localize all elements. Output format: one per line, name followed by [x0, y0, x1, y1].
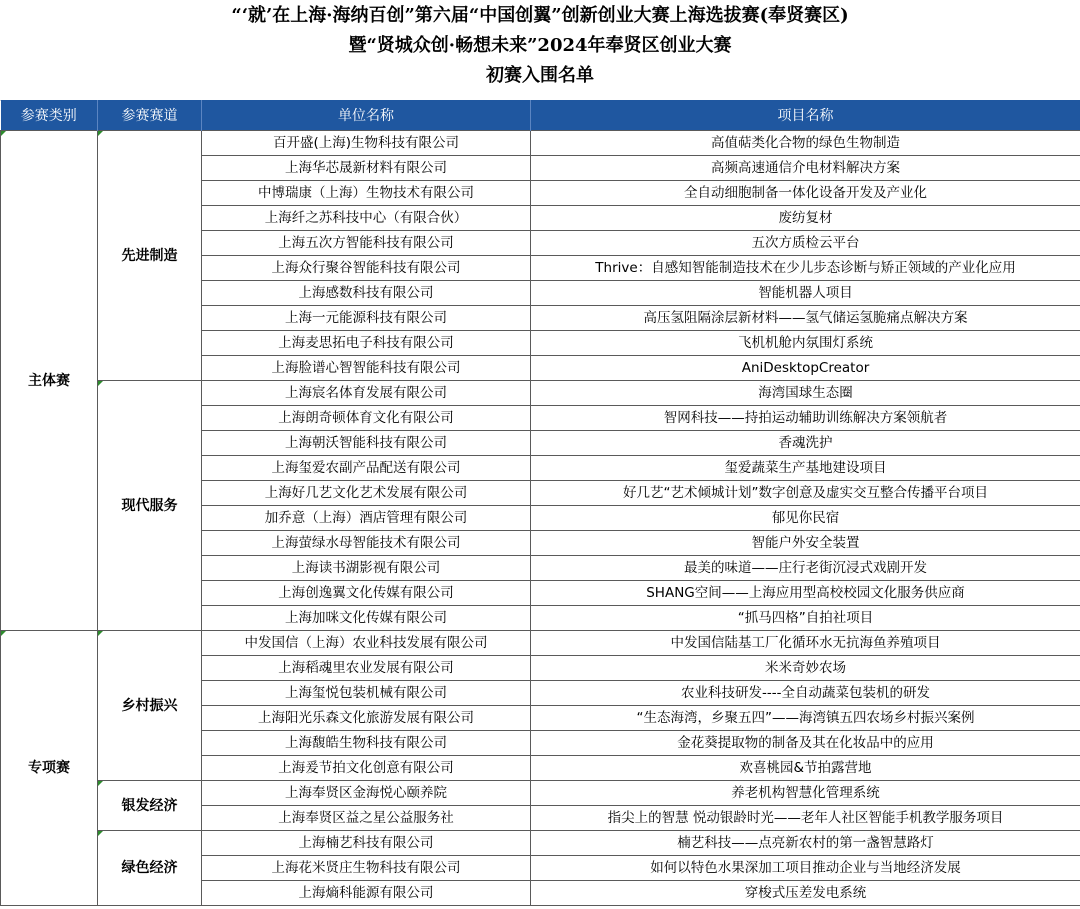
- unit-name-cell: 上海纤之苏科技中心（有限合伙）: [202, 206, 531, 231]
- project-name-cell: 高压氢阻隔涂层新材料——氢气储运氢脆痛点解决方案: [531, 306, 1080, 331]
- project-name-cell: 金花葵提取物的制备及其在化妆品中的应用: [531, 731, 1080, 756]
- document-title: [0, 0, 1080, 101]
- unit-name-cell: 上海麦思拓电子科技有限公司: [202, 331, 531, 356]
- project-name-cell: 高频高速通信介电材料解决方案: [531, 156, 1080, 181]
- project-name-cell: 米米奇妙农场: [531, 656, 1080, 681]
- unit-name-cell: 加乔意（上海）酒店管理有限公司: [202, 506, 531, 531]
- project-name-cell: 最美的味道——庄行老街沉浸式戏剧开发: [531, 556, 1080, 581]
- unit-name-cell: 上海朝沃智能科技有限公司: [202, 431, 531, 456]
- project-name-cell: 好几艺“艺术倾城计划”数字创意及虚实交互整合传播平台项目: [531, 481, 1080, 506]
- track-cell: 乡村振兴: [98, 631, 202, 781]
- project-name-cell: 玺爱蔬菜生产基地建设项目: [531, 456, 1080, 481]
- category-cell: 主体赛: [1, 131, 98, 631]
- header-track: 参赛赛道: [98, 100, 202, 131]
- project-name-cell: SHANG空间——上海应用型高校校园文化服务供应商: [531, 581, 1080, 606]
- project-name-cell: “抓马四格”自拍社项目: [531, 606, 1080, 631]
- project-name-cell: 智网科技——持拍运动辅助训练解决方案领航者: [531, 406, 1080, 431]
- project-name-cell: 全自动细胞制备一体化设备开发及产业化: [531, 181, 1080, 206]
- table-header-row: [1, 100, 1080, 131]
- table-row: [1, 381, 1080, 406]
- title-line-3: 初赛入围名单: [486, 65, 594, 86]
- unit-name-cell: 上海五次方智能科技有限公司: [202, 231, 531, 256]
- track-cell: 先进制造: [98, 131, 202, 381]
- table-row: [1, 631, 1080, 656]
- project-name-cell: 高值萜类化合物的绿色生物制造: [531, 131, 1080, 156]
- unit-name-cell: 上海熵科能源有限公司: [202, 881, 531, 906]
- project-name-cell: 欢喜桃园&节拍露营地: [531, 756, 1080, 781]
- project-name-cell: Thrive：自感知智能制造技术在少儿步态诊断与矫正领域的产业化应用: [531, 256, 1080, 281]
- unit-name-cell: 上海奉贤区金海悦心颐养院: [202, 781, 531, 806]
- project-name-cell: 养老机构智慧化管理系统: [531, 781, 1080, 806]
- project-name-cell: 五次方质检云平台: [531, 231, 1080, 256]
- unit-name-cell: 上海众行聚谷智能科技有限公司: [202, 256, 531, 281]
- unit-name-cell: 上海宸名体育发展有限公司: [202, 381, 531, 406]
- unit-name-cell: 上海加咪文化传媒有限公司: [202, 606, 531, 631]
- track-cell: 绿色经济: [98, 831, 202, 906]
- project-name-cell: 智能户外安全装置: [531, 531, 1080, 556]
- unit-name-cell: 上海好几艺文化艺术发展有限公司: [202, 481, 531, 506]
- table-row: [1, 131, 1080, 156]
- project-name-cell: 海湾国球生态圈: [531, 381, 1080, 406]
- unit-name-cell: 上海馥皓生物科技有限公司: [202, 731, 531, 756]
- project-name-cell: “生态海湾，乡聚五四”——海湾镇五四农场乡村振兴案例: [531, 706, 1080, 731]
- title-line-2: 暨“贤城众创·畅想未来”2024年奉贤区创业大赛: [348, 35, 732, 56]
- unit-name-cell: 上海读书湖影视有限公司: [202, 556, 531, 581]
- unit-name-cell: 上海爰节拍文化创意有限公司: [202, 756, 531, 781]
- unit-name-cell: 上海玺爱农副产品配送有限公司: [202, 456, 531, 481]
- project-name-cell: 废纺复材: [531, 206, 1080, 231]
- project-name-cell: AniDesktopCreator: [531, 356, 1080, 381]
- project-name-cell: 中发国信陆基工厂化循环水无抗海鱼养殖项目: [531, 631, 1080, 656]
- unit-name-cell: 上海玺悦包装机械有限公司: [202, 681, 531, 706]
- unit-name-cell: 上海华芯晟新材料有限公司: [202, 156, 531, 181]
- table-row: [1, 831, 1080, 856]
- project-name-cell: 智能机器人项目: [531, 281, 1080, 306]
- table-row: [1, 781, 1080, 806]
- track-cell: 银发经济: [98, 781, 202, 831]
- finalist-table: [0, 100, 1080, 906]
- unit-name-cell: 上海创逸翼文化传媒有限公司: [202, 581, 531, 606]
- project-name-cell: 穿梭式压差发电系统: [531, 881, 1080, 906]
- unit-name-cell: 上海楠艺科技有限公司: [202, 831, 531, 856]
- project-name-cell: 楠艺科技——点亮新农村的第一盏智慧路灯: [531, 831, 1080, 856]
- unit-name-cell: 上海一元能源科技有限公司: [202, 306, 531, 331]
- header-project-name: 项目名称: [531, 100, 1080, 131]
- project-name-cell: 如何以特色水果深加工项目推动企业与当地经济发展: [531, 856, 1080, 881]
- project-name-cell: 香魂洗护: [531, 431, 1080, 456]
- project-name-cell: 郁见你民宿: [531, 506, 1080, 531]
- project-name-cell: 指尖上的智慧 悦动银龄时光——老年人社区智能手机教学服务项目: [531, 806, 1080, 831]
- table-body: [1, 131, 1080, 906]
- track-cell: 现代服务: [98, 381, 202, 631]
- category-cell: 专项赛: [1, 631, 98, 906]
- unit-name-cell: 上海脸谱心智智能科技有限公司: [202, 356, 531, 381]
- header-unit-name: 单位名称: [202, 100, 531, 131]
- unit-name-cell: 上海萤绿水母智能技术有限公司: [202, 531, 531, 556]
- unit-name-cell: 中博瑞康（上海）生物技术有限公司: [202, 181, 531, 206]
- header-category: 参赛类别: [1, 100, 98, 131]
- project-name-cell: 飞机机舱内氛围灯系统: [531, 331, 1080, 356]
- unit-name-cell: 中发国信（上海）农业科技发展有限公司: [202, 631, 531, 656]
- unit-name-cell: 上海朗奇顿体育文化有限公司: [202, 406, 531, 431]
- unit-name-cell: 上海花米贤庄生物科技有限公司: [202, 856, 531, 881]
- project-name-cell: 农业科技研发----全自动蔬菜包装机的研发: [531, 681, 1080, 706]
- unit-name-cell: 上海阳光乐森文化旅游发展有限公司: [202, 706, 531, 731]
- unit-name-cell: 上海感数科技有限公司: [202, 281, 531, 306]
- unit-name-cell: 上海奉贤区益之星公益服务社: [202, 806, 531, 831]
- unit-name-cell: 上海稻魂里农业发展有限公司: [202, 656, 531, 681]
- title-line-1: “‘就’在上海·海纳百创”第六届“中国创翼”创新创业大赛上海选拔赛(奉贤赛区): [231, 5, 849, 26]
- unit-name-cell: 百开盛(上海)生物科技有限公司: [202, 131, 531, 156]
